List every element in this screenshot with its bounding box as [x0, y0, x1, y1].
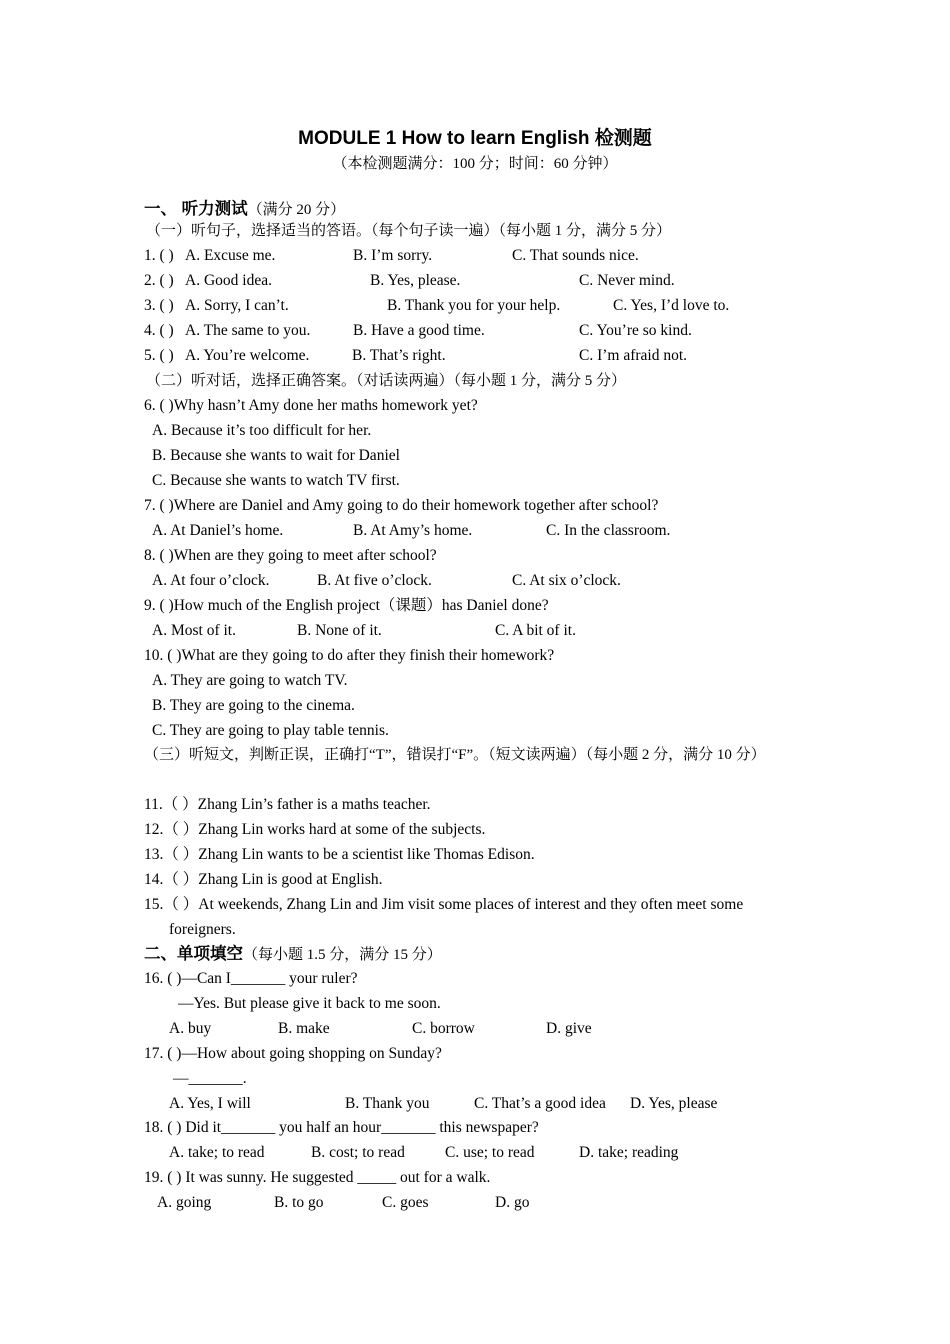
q6-option-b: B. Because she wants to wait for Daniel [152, 447, 400, 464]
part-1-instruction: （一）听句子，选择适当的答语。（每个句子读一遍）（每小题 1 分，满分 5 分） [146, 223, 672, 239]
question-15: 15.（ ）At weekends, Zhang Lin and Jim visit some places of interest and they often meet some [144, 896, 744, 913]
q19-option-b: B. to go [274, 1194, 324, 1211]
question-13: 13.（ ）Zhang Lin wants to be a scientist like Thomas Edison. [144, 846, 535, 863]
q3-number: 3. ( ) [144, 297, 174, 314]
q5-option-a: A. You’re welcome. [185, 347, 310, 364]
q8-option-c: C. At six o’clock. [512, 572, 621, 589]
q2-option-a: A. Good idea. [185, 272, 272, 289]
q16-option-c: C. borrow [412, 1020, 475, 1037]
q4-number: 4. ( ) [144, 322, 174, 339]
q19-option-d: D. go [495, 1194, 530, 1211]
q1-option-b: B. I’m sorry. [353, 247, 433, 264]
q18-option-d: D. take; reading [579, 1144, 679, 1161]
q17-option-b: B. Thank you [345, 1095, 430, 1112]
q17-option-c: C. That’s a good idea [474, 1095, 606, 1112]
q6-option-c: C. Because she wants to watch TV first. [152, 472, 400, 489]
question-16-stem: 16. ( )—Can I_______ your ruler? [144, 970, 358, 987]
q16-option-b: B. make [278, 1020, 330, 1037]
q5-option-c: C. I’m afraid not. [579, 347, 688, 364]
question-14: 14.（ ）Zhang Lin is good at English. [144, 871, 383, 888]
q8-option-a: A. At four o’clock. [152, 572, 270, 589]
q2-option-c: C. Never mind. [579, 272, 675, 289]
page-title: MODULE 1 How to learn English 检测题 [298, 128, 652, 149]
section-2-header [144, 943, 442, 965]
q10-option-b: B. They are going to the cinema. [152, 697, 355, 714]
q4-option-c: C. You’re so kind. [579, 322, 692, 339]
section-1-note: （满分 20 分） [247, 202, 346, 218]
question-17-stem: 17. ( )—How about going shopping on Sunday? [144, 1045, 442, 1062]
page-subtitle: （本检测题满分：100 分；时间：60 分钟） [332, 156, 618, 172]
q10-option-a: A. They are going to watch TV. [152, 672, 348, 689]
q1-number: 1. ( ) [144, 247, 174, 264]
q18-option-a: A. take; to read [169, 1144, 265, 1161]
part-3-instruction: （三）听短文，判断正误，正确打“T”，错误打“F”。（短文读两遍）（每小题 2 分，满分 10 分） [144, 747, 766, 763]
q8-option-b: B. At five o’clock. [317, 572, 432, 589]
part-2-instruction: （二）听对话，选择正确答案。（对话读两遍）（每小题 1 分，满分 5 分） [146, 373, 627, 389]
question-7-stem: 7. ( )Where are Daniel and Amy going to do their homework together after school? [144, 497, 659, 514]
question-8-stem: 8. ( )When are they going to meet after school? [144, 547, 437, 564]
q18-option-c: C. use; to read [445, 1144, 535, 1161]
q17-option-a: A. Yes, I will [169, 1095, 251, 1112]
q9-option-c: C. A bit of it. [495, 622, 576, 639]
q10-option-c: C. They are going to play table tennis. [152, 722, 389, 739]
q7-option-a: A. At Daniel’s home. [152, 522, 284, 539]
section-1-header [144, 198, 345, 220]
q16-reply: —Yes. But please give it back to me soon. [178, 995, 441, 1012]
section-2-heading: 二、单项填空 [144, 945, 243, 963]
q3-option-c: C. Yes, I’d love to. [613, 297, 730, 314]
q4-option-a: A. The same to you. [185, 322, 311, 339]
q2-number: 2. ( ) [144, 272, 174, 289]
q3-option-b: B. Thank you for your help. [387, 297, 561, 314]
q1-option-c: C. That sounds nice. [512, 247, 639, 264]
question-19-stem: 19. ( ) It was sunny. He suggested _____ out for a walk. [144, 1169, 491, 1186]
q6-option-a: A. Because it’s too difficult for her. [152, 422, 372, 439]
q16-option-a: A. buy [169, 1020, 212, 1037]
q17-option-d: D. Yes, please [630, 1095, 718, 1112]
section-2-note: （每小题 1.5 分，满分 15 分） [243, 947, 442, 963]
question-18-stem: 18. ( ) Did it_______ you half an hour_______ this newspaper? [144, 1119, 539, 1136]
q1-option-a: A. Excuse me. [185, 247, 276, 264]
question-10-stem: 10. ( )What are they going to do after they finish their homework? [144, 647, 555, 664]
q19-option-a: A. going [157, 1194, 212, 1211]
q17-reply: —_______. [173, 1070, 247, 1087]
q2-option-b: B. Yes, please. [370, 272, 461, 289]
question-15-continued: foreigners. [169, 921, 236, 938]
q9-option-b: B. None of it. [297, 622, 382, 639]
q19-option-c: C. goes [382, 1194, 429, 1211]
q7-option-b: B. At Amy’s home. [353, 522, 473, 539]
q7-option-c: C. In the classroom. [546, 522, 671, 539]
question-12: 12.（ ）Zhang Lin works hard at some of the subjects. [144, 821, 486, 838]
question-9-stem: 9. ( )How much of the English project（课题）has Daniel done? [144, 597, 549, 614]
question-6-stem: 6. ( )Why hasn’t Amy done her maths homework yet? [144, 397, 478, 414]
q5-number: 5. ( ) [144, 347, 174, 364]
q5-option-b: B. That’s right. [352, 347, 446, 364]
q18-option-b: B. cost; to read [311, 1144, 405, 1161]
question-11: 11.（ ）Zhang Lin’s father is a maths teacher. [144, 796, 431, 813]
section-1-heading: 一、 听力测试 [144, 200, 248, 218]
q9-option-a: A. Most of it. [152, 622, 236, 639]
q4-option-b: B. Have a good time. [353, 322, 485, 339]
q3-option-a: A. Sorry, I can’t. [185, 297, 289, 314]
q16-option-d: D. give [546, 1020, 592, 1037]
